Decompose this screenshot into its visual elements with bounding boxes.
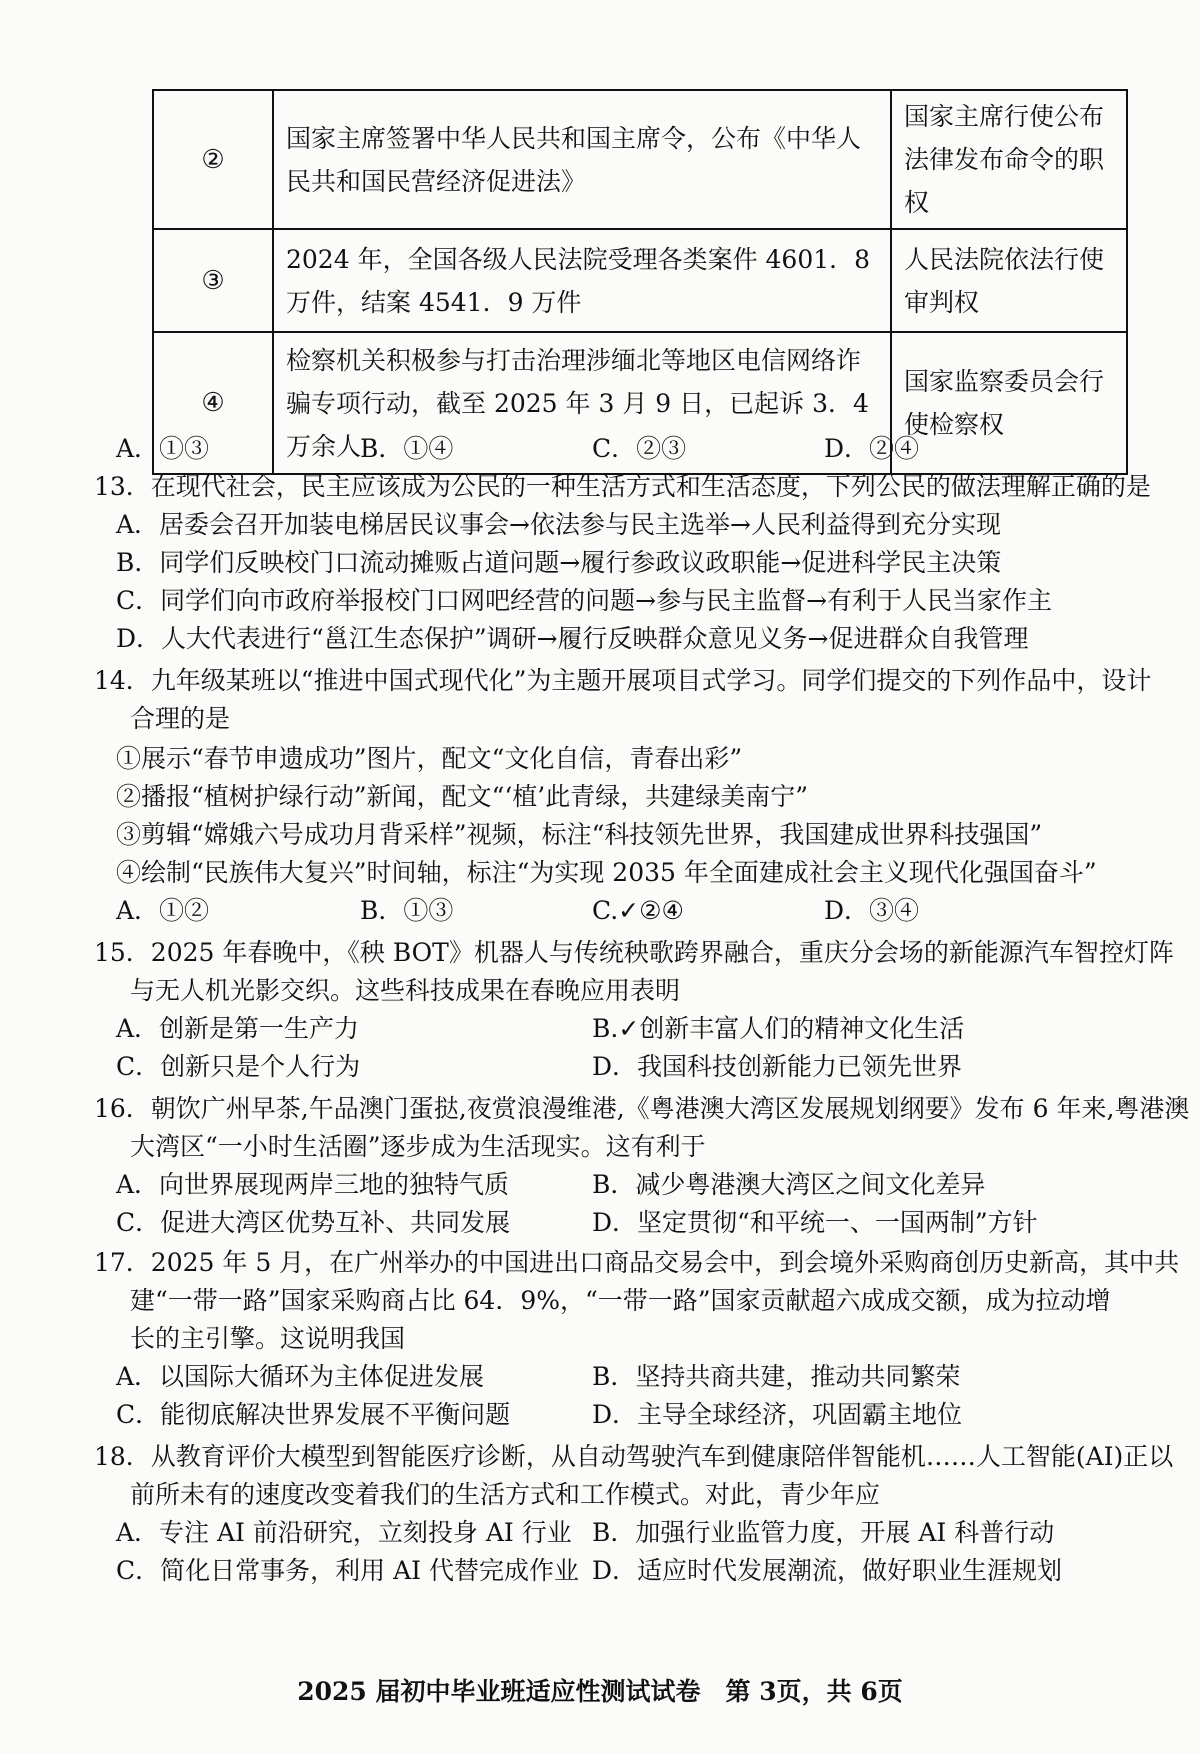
q18-option-b: B．加强行业监管力度，开展 AI 科普行动 <box>592 1518 1055 1547</box>
q14-stem-continued: 合理的是 <box>130 704 231 733</box>
q14-option-c: C.✓②④ <box>592 896 684 925</box>
q18-stem-continued: 前所未有的速度改变着我们的生活方式和工作模式。对此，青少年应 <box>130 1480 881 1509</box>
row-explanation: 人民法院依法行使审判权 <box>891 229 1127 332</box>
row-number: ④ <box>153 332 273 474</box>
q16-option-d: D．坚定贯彻“和平统一、一国两制”方针 <box>592 1208 1038 1237</box>
q12-option-d: D．②④ <box>824 434 920 463</box>
q18-option-c: C．简化日常事务，利用 AI 代替完成作业 <box>116 1556 579 1585</box>
q13-option-a: A．居委会召开加装电梯居民议事会→依法参与民主选举→人民利益得到充分实现 <box>116 510 1001 539</box>
q13-option-d: D．人大代表进行“邕江生态保护”调研→履行反映群众意见义务→促进群众自我管理 <box>116 624 1029 653</box>
q16-option-a: A．向世界展现两岸三地的独特气质 <box>116 1170 510 1199</box>
q16-stem-continued: 大湾区“一小时生活圈”逐步成为生活现实。这有利于 <box>130 1132 706 1161</box>
row-explanation: 国家监察委员会行使检察权 <box>891 332 1127 474</box>
row-number: ② <box>153 90 273 229</box>
q14-item-2: ②播报“植树护绿行动”新闻，配文“‘植’此青绿，共建绿美南宁” <box>116 782 809 811</box>
q18-option-d: D．适应时代发展潮流，做好职业生涯规划 <box>592 1556 1063 1585</box>
q12-table <box>152 89 1128 475</box>
q15-stem: 15．2025 年春晚中，《秧 BOT》机器人与传统秧歌跨界融合，重庆分会场的新能源汽车智控灯阵 <box>94 938 1174 967</box>
q13-option-c: C．同学们向市政府举报校门口网吧经营的问题→参与民主监督→有利于人民当家作主 <box>116 586 1053 615</box>
q16-stem: 16．朝饮广州早茶,午品澳门蛋挞,夜赏浪漫维港,《粤港澳大湾区发展规划纲要》发布 6 年来,粤港澳 <box>94 1094 1190 1123</box>
q12-option-a: A．①③ <box>116 434 210 463</box>
q14-option-d: D．③④ <box>824 896 920 925</box>
table-row <box>153 90 1127 229</box>
q17-option-b: B．坚持共商共建，推动共同繁荣 <box>592 1362 961 1391</box>
q17-option-c: C．能彻底解决世界发展不平衡问题 <box>116 1400 511 1429</box>
q14-option-b: B．①③ <box>360 896 454 925</box>
row-description: 检察机关积极参与打击治理涉缅北等地区电信网络诈骗专项行动，截至 2025 年 3 月 9 日，已起诉 3．4 万余人 <box>273 332 891 474</box>
q13-option-b: B．同学们反映校门口流动摊贩占道问题→履行参政议政职能→促进科学民主决策 <box>116 548 1002 577</box>
q15-option-c: C．创新只是个人行为 <box>116 1052 361 1081</box>
q14-item-3: ③剪辑“嫦娥六号成功月背采样”视频，标注“科技领先世界，我国建成世界科技强国” <box>116 820 1043 849</box>
q12-option-c: C．②③ <box>592 434 687 463</box>
q18-stem: 18．从教育评价大模型到智能医疗诊断，从自动驾驶汽车到健康陪伴智能机……人工智能(AI)正以 <box>94 1442 1174 1471</box>
q15-stem-continued: 与无人机光影交织。这些科技成果在春晚应用表明 <box>130 976 681 1005</box>
row-description: 2024 年，全国各级人民法院受理各类案件 4601．8 万件，结案 4541．9 万件 <box>273 229 891 332</box>
q17-option-a: A．以国际大循环为主体促进发展 <box>116 1362 485 1391</box>
page-footer: 2025 届初中毕业班适应性测试试卷 第 3页，共 6页 <box>297 1677 903 1706</box>
q17-stem: 17．2025 年 5 月，在广州举办的中国进出口商品交易会中，到会境外采购商创历史新高，其中共 <box>94 1248 1180 1277</box>
q14-item-4: ④绘制“民族伟大复兴”时间轴，标注“为实现 2035 年全面建成社会主义现代化强国奋斗” <box>116 858 1097 887</box>
q15-option-b: B.✓创新丰富人们的精神文化生活 <box>592 1014 965 1043</box>
q17-stem-continued-2: 长的主引擎。这说明我国 <box>130 1324 406 1353</box>
row-description: 国家主席签署中华人民共和国主席令，公布《中华人民共和国民营经济促进法》 <box>273 90 891 229</box>
q14-option-a: A．①② <box>116 896 210 925</box>
q15-option-d: D．我国科技创新能力已领先世界 <box>592 1052 963 1081</box>
q17-option-d: D．主导全球经济，巩固霸主地位 <box>592 1400 963 1429</box>
table-row <box>153 229 1127 332</box>
q15-option-a: A．创新是第一生产力 <box>116 1014 360 1043</box>
row-explanation: 国家主席行使公布法律发布命令的职权 <box>891 90 1127 229</box>
q14-stem: 14．九年级某班以“推进中国式现代化”为主题开展项目式学习。同学们提交的下列作品中，设计 <box>94 666 1152 695</box>
row-number: ③ <box>153 229 273 332</box>
q18-option-a: A．专注 AI 前沿研究，立刻投身 AI 行业 <box>116 1518 572 1547</box>
q16-option-b: B．减少粤港澳大湾区之间文化差异 <box>592 1170 986 1199</box>
q17-stem-continued: 建“一带一路”国家采购商占比 64．9%，“一带一路”国家贡献超六成成交额，成为拉动增 <box>130 1286 1111 1315</box>
q13-stem: 13．在现代社会，民主应该成为公民的一种生活方式和生活态度，下列公民的做法理解正确的是 <box>94 472 1151 501</box>
q12-option-b: B．①④ <box>360 434 454 463</box>
q14-item-1: ①展示“春节申遗成功”图片，配文“文化自信，青春出彩” <box>116 744 743 773</box>
q16-option-c: C．促进大湾区优势互补、共同发展 <box>116 1208 511 1237</box>
